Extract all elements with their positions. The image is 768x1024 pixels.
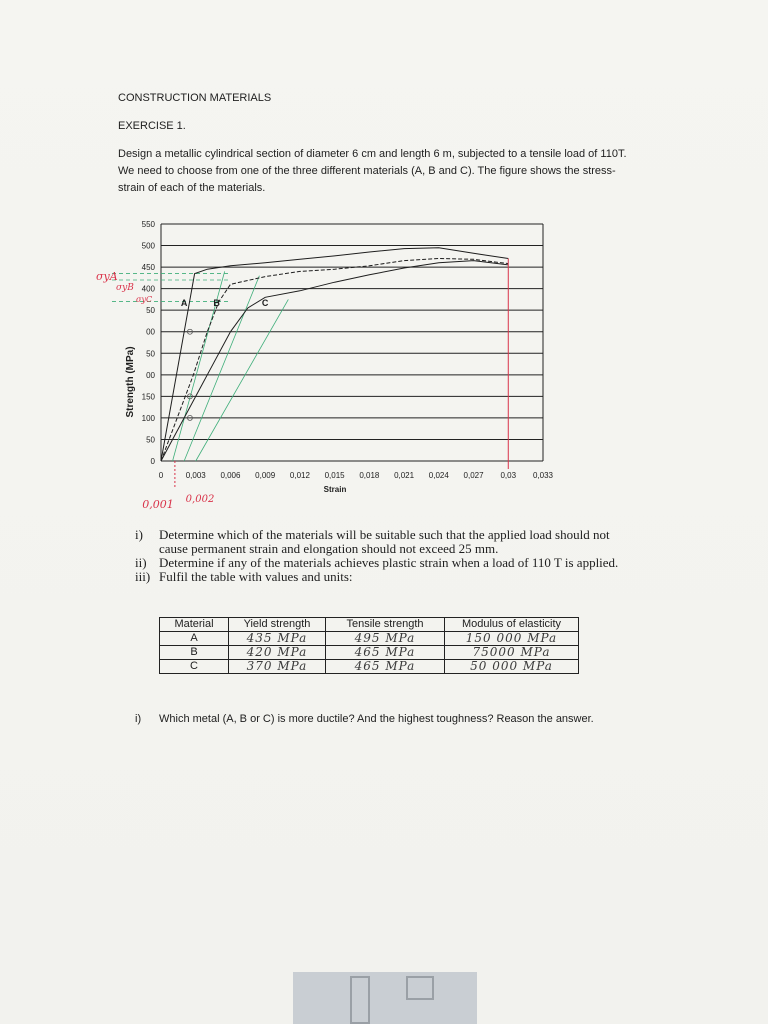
table-cell: 435 MPa [229, 632, 326, 646]
question-number: ii) [135, 555, 147, 570]
table-cell: A [160, 632, 229, 646]
x-tick-label: 0,015 [324, 471, 345, 480]
column-header: Yield strength [229, 618, 326, 632]
green-offset-line [196, 299, 289, 461]
course-title: CONSTRUCTION MATERIALS [118, 92, 272, 104]
table-cell: 150 000 MPa [445, 632, 579, 646]
x-tick-label: 0,021 [394, 471, 415, 480]
film-icon [350, 976, 370, 1024]
x-tick-label: 0,018 [359, 471, 380, 480]
x-tick-label: 0,027 [463, 471, 484, 480]
red-yield-label: σyB [116, 283, 134, 293]
material-properties-table [159, 617, 579, 674]
y-tick-label: 00 [146, 327, 155, 337]
column-header: Material [160, 618, 229, 632]
x-tick-label: 0,009 [255, 471, 276, 480]
x-tick-label: 0,024 [428, 471, 449, 480]
question-item [135, 528, 635, 556]
question-item [135, 556, 635, 570]
table-row [160, 660, 579, 674]
red-strain-label: 0,001 [142, 498, 174, 510]
question-list [135, 528, 635, 584]
series-label: C [261, 297, 269, 308]
stress-strain-chart [92, 210, 562, 510]
table-cell: 75000 MPa [445, 646, 579, 660]
y-tick-label: 50 [146, 306, 155, 316]
x-tick-label: 0,006 [220, 471, 241, 480]
y-tick-label: 00 [146, 370, 155, 380]
table-cell: 465 MPa [326, 660, 445, 674]
table-row [160, 632, 579, 646]
red-strain-label: 0,002 [185, 494, 215, 505]
x-axis-label: Strain [323, 485, 347, 494]
y-tick-label: 400 [141, 284, 155, 294]
table-cell: 465 MPa [326, 646, 445, 660]
column-header: Tensile strength [326, 618, 445, 632]
question-number: i) [135, 713, 142, 725]
question-number: i) [135, 527, 143, 542]
y-tick-label: 50 [146, 349, 155, 359]
scanner-strip [293, 972, 477, 1024]
x-tick-label: 0,003 [185, 471, 206, 480]
question-text: Determine if any of the materials achieves plastic strain when a load of 110 T is applied. [159, 555, 619, 570]
table-cell: C [160, 660, 229, 674]
y-tick-label: 50 [146, 435, 155, 445]
y-tick-label: 500 [141, 241, 155, 251]
table-cell: B [160, 646, 229, 660]
red-yield-label: σyC [136, 295, 153, 304]
y-tick-label: 550 [141, 220, 155, 229]
table-header-row [160, 618, 579, 632]
exercise-intro: Design a metallic cylindrical section of diameter 6 cm and length 6 m, subjected to a tensile load of 110T. We need to choose from one of the three different materials (A, B and C). The figure shows the stress-strain of each of the materials. [118, 148, 627, 194]
exercise-title: EXERCISE 1. [118, 120, 186, 132]
table-cell: 370 MPa [229, 660, 326, 674]
ductility-question [135, 710, 605, 728]
table-cell: 420 MPa [229, 646, 326, 660]
table-cell: 50 000 MPa [445, 660, 579, 674]
x-tick-label: 0,03 [500, 471, 517, 480]
question-text: Fulfil the table with values and units: [159, 569, 353, 584]
question-text: Determine which of the materials will be suitable such that the applied load should not cause permanent strain and elongation should not exceed 25 mm. [159, 527, 610, 556]
question-number: iii) [135, 569, 151, 584]
series-label: B [213, 297, 220, 308]
red-yield-label: σyA [96, 270, 118, 283]
save-icon [406, 976, 434, 1000]
y-tick-label: 100 [141, 413, 155, 423]
question-text: Which metal (A, B or C) is more ductile? And the highest toughness? Reason the answer. [159, 713, 594, 725]
column-header: Modulus of elasticity [445, 618, 579, 632]
x-tick-label: 0 [158, 471, 164, 480]
y-axis-label: Strength (MPa) [125, 346, 136, 418]
table-row [160, 646, 579, 660]
y-tick-label: 450 [141, 263, 155, 273]
y-tick-label: 0 [150, 457, 155, 466]
table-cell: 495 MPa [326, 632, 445, 646]
x-tick-label: 0,033 [532, 471, 554, 480]
question-item [135, 570, 635, 584]
x-tick-label: 0,012 [289, 471, 310, 480]
y-tick-label: 150 [141, 392, 155, 402]
series-label: A [180, 297, 188, 308]
